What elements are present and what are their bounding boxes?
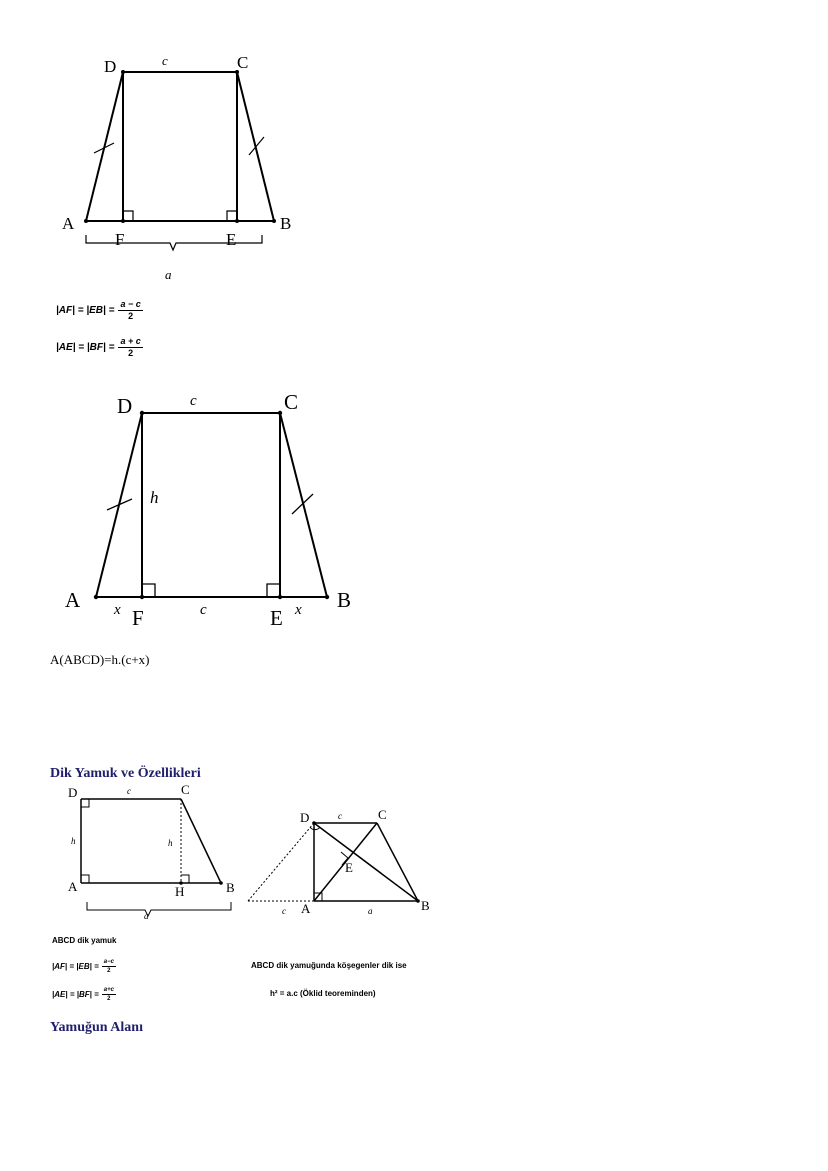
label-h-vertex: H	[175, 884, 185, 899]
right-angle-f	[142, 584, 155, 597]
caption-ae-bf	[52, 986, 116, 1003]
side-cb	[377, 823, 418, 901]
label-a-base: a	[165, 267, 172, 282]
label-c-bottom: c	[200, 602, 207, 618]
label-h: h	[150, 488, 159, 507]
label-b: B	[421, 898, 430, 913]
numerator: a−c	[103, 959, 114, 965]
isosceles-trapezoid-figure-2	[55, 385, 375, 635]
denominator: 2	[107, 968, 111, 974]
numerator: a − c	[120, 299, 141, 309]
right-angle-d	[81, 799, 89, 807]
label-c-vertex: C	[284, 390, 299, 414]
diagonal-db	[314, 823, 418, 901]
denominator: 2	[128, 348, 134, 358]
side-bc	[181, 799, 221, 883]
right-angle-d	[310, 827, 320, 830]
fraction	[118, 336, 142, 359]
label-a: A	[62, 214, 75, 233]
caption-af-eb-lhs: |AF| = |EB| =	[52, 962, 99, 971]
label-c-top: c	[127, 786, 131, 796]
label-b: B	[280, 214, 292, 233]
caption-abcd-dik-yamuk: ABCD dik yamuk	[52, 936, 117, 945]
label-b: B	[226, 880, 235, 895]
formula-af-eb	[56, 299, 143, 322]
label-d: D	[117, 394, 133, 418]
fraction	[102, 986, 116, 1003]
label-e: E	[345, 860, 353, 875]
label-c-vertex: C	[237, 53, 249, 72]
label-f: F	[115, 230, 125, 249]
fraction	[102, 958, 116, 975]
label-b: B	[337, 588, 352, 612]
section-heading-area: Yamuğun Alanı	[50, 1020, 143, 1035]
label-e: E	[226, 230, 237, 249]
fraction	[118, 299, 142, 322]
label-c-top: c	[190, 393, 197, 409]
numerator: a + c	[120, 336, 141, 346]
label-f: F	[132, 606, 144, 630]
area-formula: A(ABCD)=h.(c+x)	[50, 652, 150, 667]
caption-diagonals: ABCD dik yamuğunda köşegenler dik ise	[251, 961, 407, 970]
label-d: D	[104, 57, 117, 76]
denominator: 2	[107, 996, 111, 1002]
right-angle-e	[227, 211, 237, 221]
right-angle-e	[267, 584, 280, 597]
tick-bc	[292, 494, 313, 514]
side-bc	[280, 413, 327, 597]
isosceles-trapezoid-figure-1	[50, 45, 310, 285]
label-a-base: a	[368, 906, 373, 916]
numerator: a+c	[103, 987, 114, 993]
label-h-right: h	[168, 838, 173, 848]
label-d: D	[68, 785, 78, 800]
section-heading-right-trapezoid: Dik Yamuk ve Özellikleri	[50, 766, 201, 781]
label-d: D	[300, 810, 310, 825]
formula-ae-bf-lhs: |AE| = |BF| =	[56, 342, 115, 353]
label-c-vertex: C	[378, 807, 387, 822]
dashed-hypotenuse	[248, 823, 314, 901]
label-a-base: a	[144, 911, 149, 921]
label-x-right: x	[295, 602, 302, 618]
perpendicular-diagonals-figure	[240, 800, 440, 920]
formula-af-eb-lhs: |AF| = |EB| =	[56, 305, 115, 316]
side-ad	[86, 72, 123, 221]
label-c-vertex: C	[181, 782, 190, 797]
brace-ab	[87, 902, 231, 916]
label-h-left: h	[71, 836, 76, 846]
label-c-bottom: c	[282, 906, 286, 916]
denominator: 2	[128, 311, 134, 321]
formula-ae-bf	[56, 336, 143, 359]
caption-af-eb	[52, 958, 116, 975]
right-angle-a	[81, 875, 89, 883]
label-a: A	[68, 879, 78, 894]
label-x-left: x	[114, 602, 121, 618]
right-angle-f	[123, 211, 133, 221]
caption-ae-bf-lhs: |AE| = |BF| =	[52, 990, 99, 999]
label-a: A	[65, 588, 81, 612]
caption-euclid: h² = a.c (Öklid teoreminden)	[270, 989, 376, 998]
right-trapezoid-figure	[55, 780, 255, 925]
label-a: A	[301, 901, 311, 916]
label-c-top: c	[338, 811, 342, 821]
label-c-top: c	[162, 53, 168, 68]
label-e: E	[270, 606, 283, 630]
